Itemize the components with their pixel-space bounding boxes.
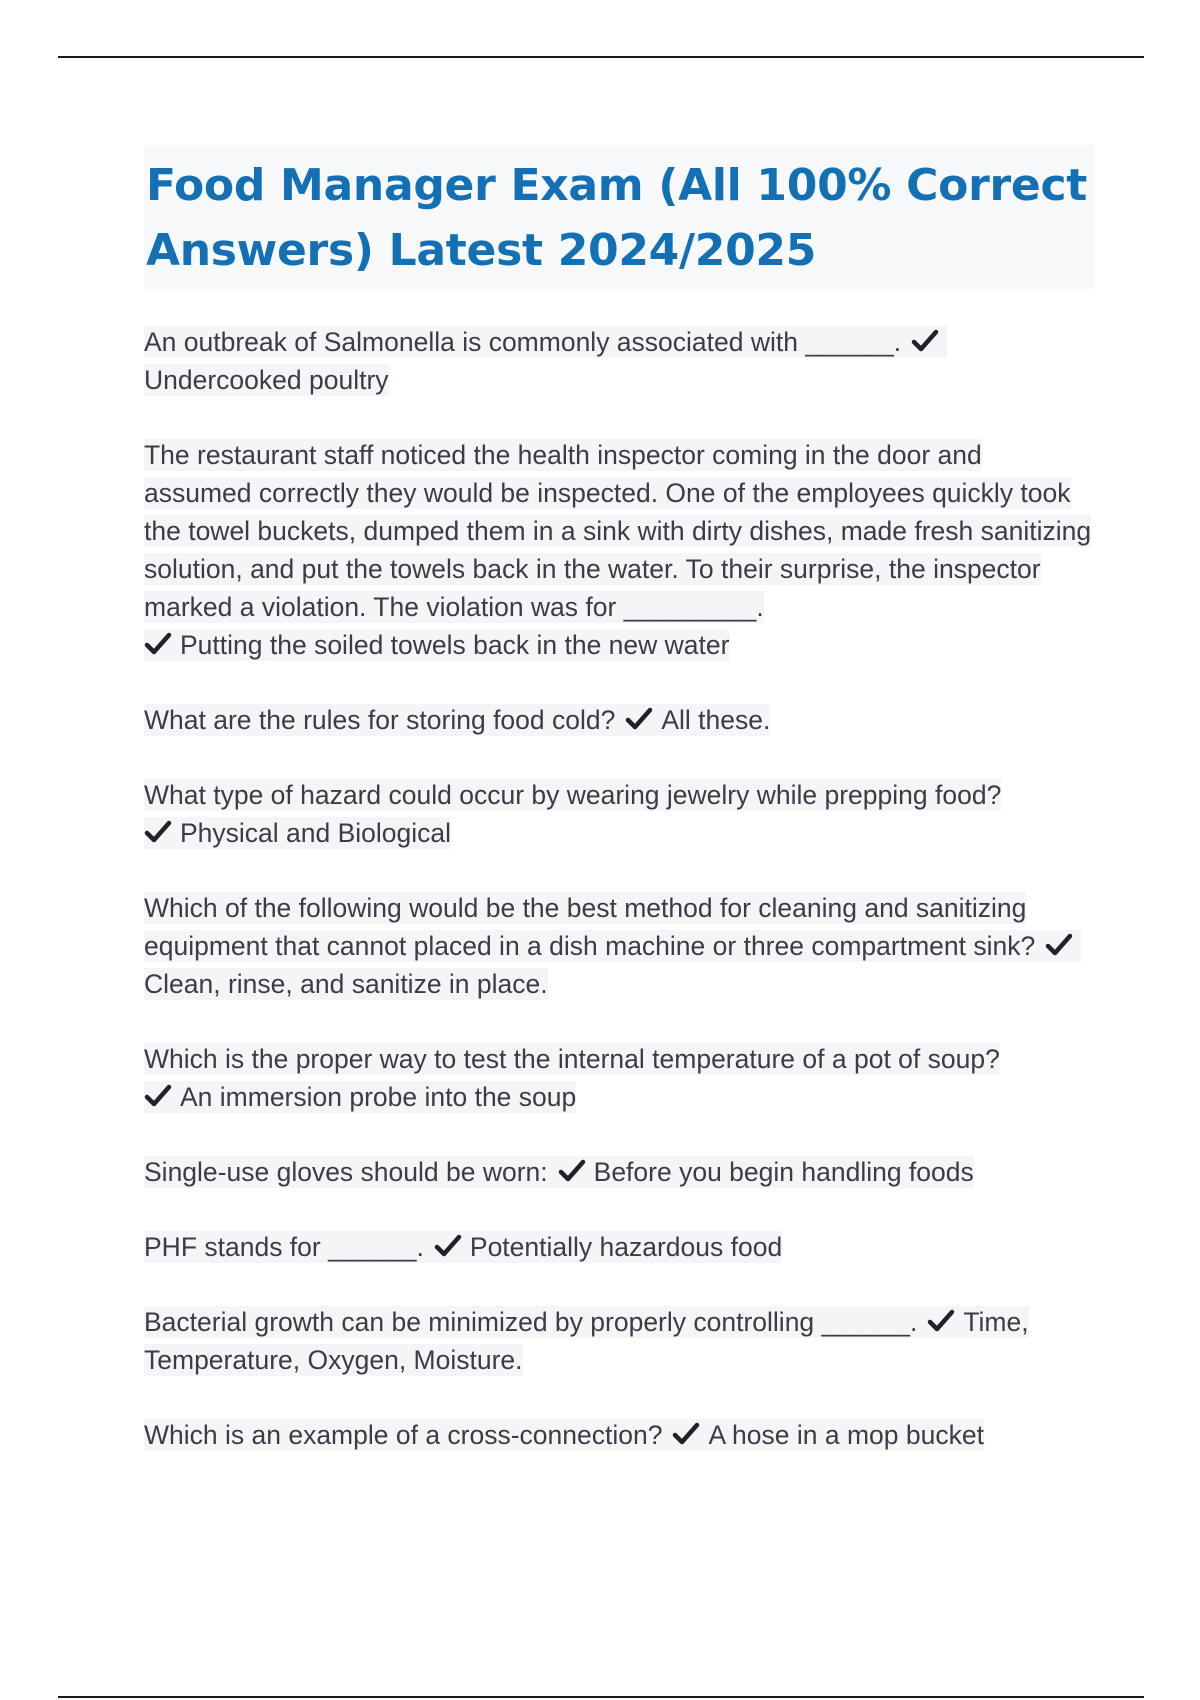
question-text: An outbreak of Salmonella is commonly associated with ______.: [144, 327, 902, 357]
qa-item: [144, 889, 1094, 1003]
question-text: Which is the proper way to test the internal temperature of a pot of soup?: [144, 1044, 1000, 1074]
checkmark-icon: [434, 1233, 462, 1259]
checkmark-icon: [911, 328, 939, 354]
qa-item: [144, 701, 1094, 739]
document-body: [144, 145, 1094, 1491]
question-text: Which is an example of a cross-connection?: [144, 1420, 663, 1450]
answer-text: Clean, rinse, and sanitize in place.: [144, 969, 548, 999]
qa-item: [144, 1228, 1094, 1266]
answer-text: Before you begin handling foods: [593, 1157, 974, 1187]
answer-text: Time, Temperature, Oxygen, Moisture.: [144, 1307, 1029, 1375]
qa-item: [144, 1303, 1094, 1379]
checkmark-icon: [144, 1083, 172, 1109]
bottom-rule: [58, 1696, 1144, 1698]
answer-text: An immersion probe into the soup: [180, 1082, 577, 1112]
qa-item: [144, 436, 1094, 664]
checkmark-icon: [558, 1158, 586, 1184]
answer-text: Undercooked poultry: [144, 365, 389, 395]
question-text: What type of hazard could occur by wearing jewelry while prepping food?: [144, 780, 1002, 810]
qa-item: [144, 323, 1094, 399]
question-text: Which of the following would be the best method for cleaning and sanitizing equipment that cannot placed in a dish machine or three compartment sink?: [144, 893, 1036, 961]
qa-item: [144, 776, 1094, 852]
checkmark-icon: [625, 706, 653, 732]
title-block: [144, 145, 1094, 289]
qa-item: [144, 1153, 1094, 1191]
question-text: PHF stands for ______.: [144, 1232, 424, 1262]
document-title: Food Manager Exam (All 100% Correct Answers) Latest 2024/2025: [146, 160, 1087, 276]
qa-item: [144, 1040, 1094, 1116]
checkmark-icon: [144, 631, 172, 657]
checkmark-icon: [1045, 932, 1073, 958]
top-rule: [58, 56, 1144, 58]
answer-text: Putting the soiled towels back in the new water: [180, 630, 730, 660]
answer-text: Physical and Biological: [180, 818, 452, 848]
checkmark-icon: [927, 1308, 955, 1334]
answer-text: All these.: [661, 705, 771, 735]
checkmark-icon: [672, 1421, 700, 1447]
answer-text: Potentially hazardous food: [469, 1232, 783, 1262]
checkmark-icon: [144, 819, 172, 845]
question-text: What are the rules for storing food cold?: [144, 705, 616, 735]
question-text: Bacterial growth can be minimized by properly controlling ______.: [144, 1307, 918, 1337]
answer-text: A hose in a mop bucket: [708, 1420, 984, 1450]
question-text: Single-use gloves should be worn:: [144, 1157, 548, 1187]
qa-item: [144, 1416, 1094, 1454]
question-text: The restaurant staff noticed the health inspector coming in the door and assumed correctly they would be inspected. One of the employees quickly took the towel buckets, dumped them in a sink with dirty dishes, made fresh sanitizing solution, and put the towels back in the water. To their surprise, the inspector marked a violation. The violation was for _________.: [144, 440, 1092, 622]
qa-list: [144, 323, 1094, 1454]
